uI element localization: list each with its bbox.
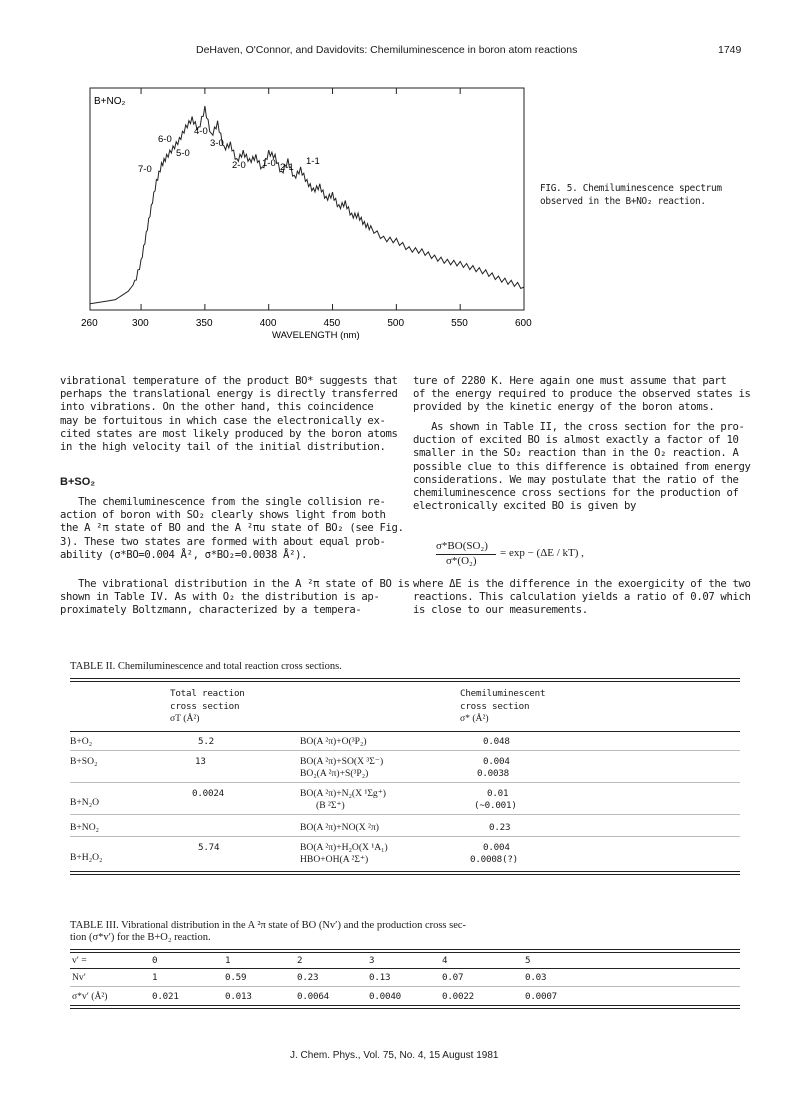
table3-sigma-cell: 0.0007: [525, 991, 557, 1002]
spectrum-chart: [60, 80, 550, 344]
table2-row-total: 5.74: [198, 842, 220, 853]
table2-row-chem: (~0.001): [474, 800, 517, 811]
journal-footer: J. Chem. Phys., Vol. 75, No. 4, 15 August 1981: [290, 1050, 499, 1061]
table2-head-chem-1: Chemiluminescent: [460, 688, 546, 699]
table2-row-reaction: B+N₂O: [70, 797, 100, 808]
equation-rhs: = exp − (ΔE / kT) ,: [500, 547, 584, 559]
table3-sigma-cell: 0.013: [225, 991, 252, 1002]
table3-top-rule: [70, 949, 740, 950]
table2-row-product: (B ²Σ⁺): [316, 800, 345, 811]
x-tick-label: 350: [195, 318, 213, 329]
right-paragraph-3: where ΔE is the difference in the exoergicity of the two reactions. This calculation yields a ratio of 0.07 which is close to our measurements.: [413, 578, 751, 617]
table2-row-product: BO(A ²π)+H₂O(X ¹A₁): [300, 842, 388, 853]
table3-header-cell: 3: [369, 955, 375, 966]
table2-head-rule: [70, 731, 740, 732]
table3-n-cell: Nv′: [72, 972, 86, 983]
x-tick-label: 600: [515, 318, 532, 329]
left-paragraph-1: vibrational temperature of the product BO* suggests that perhaps the translational energy is directly transferred into vibrations. On the other hand, this coincidence may be fortuitous in which case the electronically ex- cited states are most likely produced by the boron atoms in the high velocity tail of the initial distribution.: [60, 375, 398, 454]
table2-row-reaction: B+NO₂: [70, 822, 100, 833]
plot-frame: [90, 88, 524, 310]
table3-sigma-cell: 0.0064: [297, 991, 329, 1002]
x-tick-label: 450: [323, 318, 341, 329]
spectrum-line: [90, 106, 524, 304]
right-paragraph-1: ture of 2280 K. Here again one must assume that part of the energy required to produce the observed states is provided by the kinetic energy of the boron atoms.: [413, 375, 751, 414]
x-tick-label: 400: [259, 318, 277, 329]
x-tick-label: 500: [387, 318, 405, 329]
table3-header-cell: 1: [225, 955, 231, 966]
table3-sigma-cell: σ*v′ (Å²): [72, 991, 108, 1002]
peak-label-2-1: 2-1: [280, 162, 294, 173]
peak-label-4-0: 4-0: [194, 126, 208, 137]
table2-row-chem: 0.004: [483, 842, 510, 853]
page-number: 1749: [718, 44, 742, 56]
table3-n-cell: 0.59: [225, 972, 247, 983]
table3-n-cell: 1: [152, 972, 158, 983]
peak-label-2-0: 2-0: [232, 160, 246, 171]
equation-numerator: σ*BO(SO₂): [436, 540, 488, 552]
table2-row-total: 5.2: [198, 736, 214, 747]
running-header: DeHaven, O'Connor, and Davidovits: Chemiluminescence in boron atom reactions: [196, 44, 578, 56]
table2-head-total-1: Total reaction: [170, 688, 245, 699]
table3-caption-line-1: TABLE III. Vibrational distribution in the A ²π state of BO (Nv′) and the production cross sec-: [70, 920, 467, 931]
equation: [436, 540, 716, 570]
x-axis-label: WAVELENGTH (nm): [272, 330, 360, 341]
table2-caption: TABLE II. Chemiluminescence and total reaction cross sections.: [70, 661, 342, 672]
table3-header-cell: 0: [152, 955, 158, 966]
figure-caption: FIG. 5. Chemiluminescence spectrum observed in the B+NO₂ reaction.: [540, 183, 722, 207]
table3-header-cell: v′ =: [72, 955, 87, 966]
table3-header-cell: 5: [525, 955, 531, 966]
equation-denominator: σ*(O₂): [446, 555, 477, 567]
table2-row-chem: 0.004: [483, 756, 510, 767]
x-tick-label: 300: [132, 318, 149, 329]
table2-row-reaction: B+H₂O₂: [70, 852, 103, 863]
right-paragraph-2: As shown in Table II, the cross section for the pro- duction of excited BO is almost exactly a factor of 10 smaller in the SO₂ reaction than in the O₂ reaction. A possible clue to this difference is obtained from energy considerations. We may postulate that the ratio of the chemiluminescence cross sections for the production of electronically excited BO is given by: [413, 421, 751, 513]
table2-row-chem: 0.23: [489, 822, 511, 833]
x-tick-label: 550: [451, 318, 468, 329]
table2-row-product: HBO+OH(A ²Σ⁺): [300, 854, 369, 865]
left-paragraph-3: The vibrational distribution in the A ²π state of BO is shown in Table IV. As with O₂ the distribution is ap- proximately Boltzmann, characterized by a tempera-: [60, 578, 410, 617]
table2-row-product: BO(A ²π)+N₂(X ¹Σg⁺): [300, 788, 386, 799]
peak-label-3-0: 3-0: [210, 138, 224, 149]
table2-row-chem: 0.0008(?): [470, 854, 518, 865]
x-tick-label: 260: [81, 318, 98, 329]
peak-label-1-0: 1-0: [262, 158, 276, 169]
table3-sigma-cell: 0.021: [152, 991, 179, 1002]
peak-label-7-0: 7-0: [138, 164, 152, 175]
table2-row-reaction: B+O₂: [70, 736, 93, 747]
spectrum-figure: [60, 80, 550, 344]
table2-head-chem-2: cross section: [460, 701, 530, 712]
table2-head-total-3: σT (Å²): [170, 713, 200, 724]
peak-label-1-1: 1-1: [306, 156, 320, 167]
table3-n-cell: 0.23: [297, 972, 319, 983]
table3-head-rule: [70, 968, 740, 969]
table3-bottom-rule: [70, 1005, 740, 1006]
table2-bottom-rule: [70, 871, 740, 872]
table2-row-product: BO(A ²π)+SO(X ³Σ⁻): [300, 756, 384, 767]
table3-sigma-cell: 0.0040: [369, 991, 401, 1002]
table2-row-total: 13: [195, 756, 206, 767]
table3-n-cell: 0.03: [525, 972, 547, 983]
table2-top-rule: [70, 678, 740, 679]
peak-label-6-0: 6-0: [158, 134, 172, 145]
table2-row-product: BO₂(A ²π)+S(³P₂): [300, 768, 369, 779]
table2-row-chem: 0.048: [483, 736, 510, 747]
panel-label: B+NO₂: [94, 96, 126, 107]
table3-caption-line-2: tion (σ*v′) for the B+O₂ reaction.: [70, 932, 211, 943]
table3-header-cell: 2: [297, 955, 303, 966]
table2-head-total-2: cross section: [170, 701, 240, 712]
table2-row-chem: 0.0038: [477, 768, 509, 779]
table3-header-cell: 4: [442, 955, 448, 966]
table2-row-product: BO(A ²π)+O(³P₂): [300, 736, 367, 747]
peak-label-5-0: 5-0: [176, 148, 190, 159]
section-heading-bso2: B+SO₂: [60, 476, 96, 488]
table2-row-chem: 0.01: [487, 788, 509, 799]
table3-n-cell: 0.07: [442, 972, 464, 983]
table3-n-cell: 0.13: [369, 972, 391, 983]
table2-row-total: 0.0024: [192, 788, 224, 799]
table2-head-chem-3: σ* (Å²): [460, 713, 489, 724]
left-paragraph-2: The chemiluminescence from the single collision re- action of boron with SO₂ clearly shows light from both the A ²π state of BO and the A ²πu state of BO₂ (see Fig. 3). These two states are formed with about equal prob- ability (σ*BO=0.004 Å², σ*BO₂=0.0038 Å²).: [60, 496, 404, 561]
table3-sigma-cell: 0.0022: [442, 991, 474, 1002]
table2-row-reaction: B+SO₂: [70, 756, 98, 767]
table2-row-product: BO(A ²π)+NO(X ²π): [300, 822, 379, 833]
